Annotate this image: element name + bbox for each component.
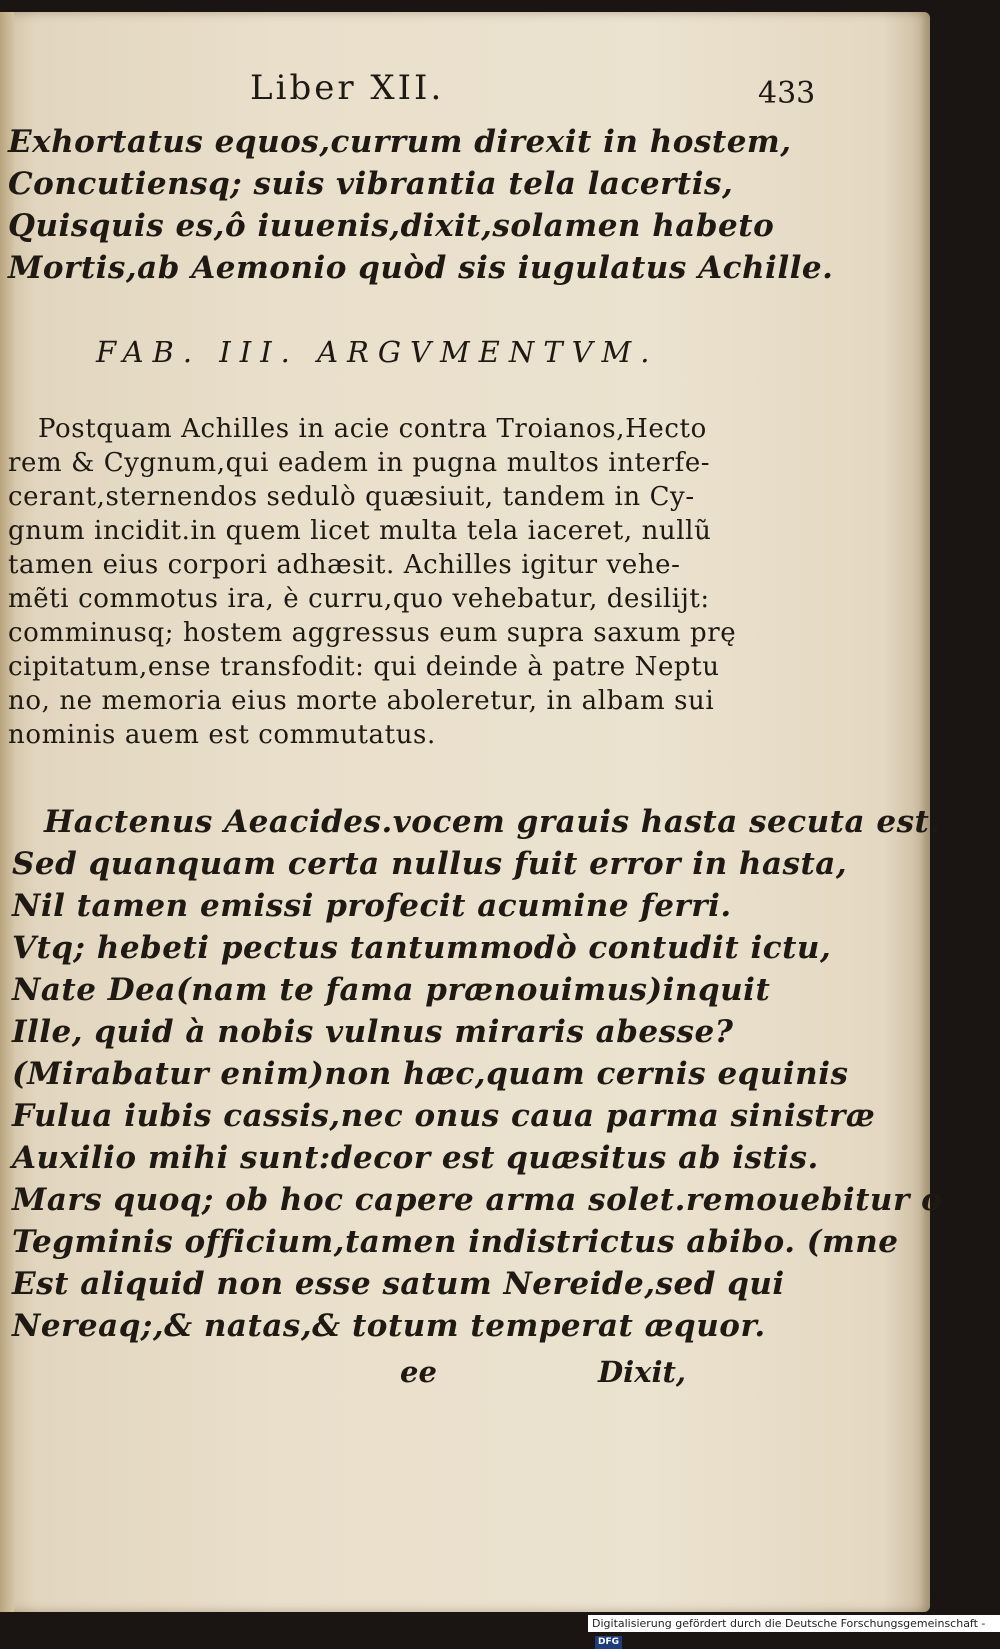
dfg-logo: DFG — [595, 1636, 622, 1649]
verse-line: Quisquis es,ô iuuenis,dixit,solamen habeto — [8, 208, 775, 244]
verse-line: Mars quoq; ob hoc capere arma solet.remouebitur o — [12, 1182, 943, 1218]
verse-line: Exhortatus equos,currum direxit in hostem, — [8, 124, 792, 160]
argument-line: nominis auem est commutatus. — [8, 720, 436, 750]
argument-line: Postquam Achilles in acie contra Troianos,Hecto — [38, 414, 707, 444]
digitization-credit — [588, 1615, 1000, 1647]
verse-line: Nereaq;,& natas,& totum temperat æquor. — [12, 1308, 766, 1344]
argument-line: cerant,sternendos sedulò quæsiuit, tandem in Cy- — [8, 482, 695, 512]
verse-line: (Mirabatur enim)non hæc,quam cernis equinis — [12, 1056, 849, 1092]
fable-title: FAB. III. ARGVMENTVM. — [96, 335, 659, 369]
running-head: Liber XII. — [250, 68, 445, 108]
argument-line: no, ne memoria eius morte aboleretur, in albam sui — [8, 686, 715, 716]
verse-line: Ille, quid à nobis vulnus miraris abesse? — [12, 1014, 734, 1050]
verse-line: Nate Dea(nam te fama prænouimus)inquit — [12, 972, 771, 1008]
verse-line: Concutiensq; suis vibrantia tela lacertis, — [8, 166, 734, 202]
verse-line: Est aliquid non esse satum Nereide,sed qui — [12, 1266, 785, 1302]
argument-line: mẽti commotus ira, è curru,quo vehebatur, desilijt: — [8, 584, 710, 614]
verse-line: Sed quanquam certa nullus fuit error in hasta, — [12, 846, 848, 882]
signature-mark: ee — [400, 1355, 437, 1389]
argument-line: gnum incidit.in quem licet multa tela iaceret, nullũ — [8, 516, 712, 546]
verse-line: Hactenus Aeacides.vocem grauis hasta secuta est. — [44, 804, 941, 840]
page-number: 433 — [758, 76, 816, 111]
verse-line: Vtq; hebeti pectus tantummodò contudit ictu, — [12, 930, 832, 966]
verse-line: Tegminis officium,tamen indistrictus abibo. (mne — [12, 1224, 899, 1260]
catchword: Dixit, — [598, 1355, 686, 1389]
argument-line: cipitatum,ense transfodit: qui deinde à patre Neptu — [8, 652, 720, 682]
credit-text: Digitalisierung gefördert durch die Deutsche Forschungsgemeinschaft - — [592, 1617, 986, 1630]
verse-line: Mortis,ab Aemonio quòd sis iugulatus Achille. — [8, 250, 834, 286]
verse-line: Auxilio mihi sunt:decor est quæsitus ab istis. — [12, 1140, 819, 1176]
argument-line: comminusq; hostem aggressus eum supra saxum prę — [8, 618, 737, 648]
argument-line: rem & Cygnum,qui eadem in pugna multos interfe- — [8, 448, 711, 478]
argument-line: tamen eius corpori adhæsit. Achilles igitur vehe- — [8, 550, 681, 580]
verse-line: Fulua iubis cassis,nec onus caua parma sinistræ — [12, 1098, 876, 1134]
verse-line: Nil tamen emissi profecit acumine ferri. — [12, 888, 732, 924]
